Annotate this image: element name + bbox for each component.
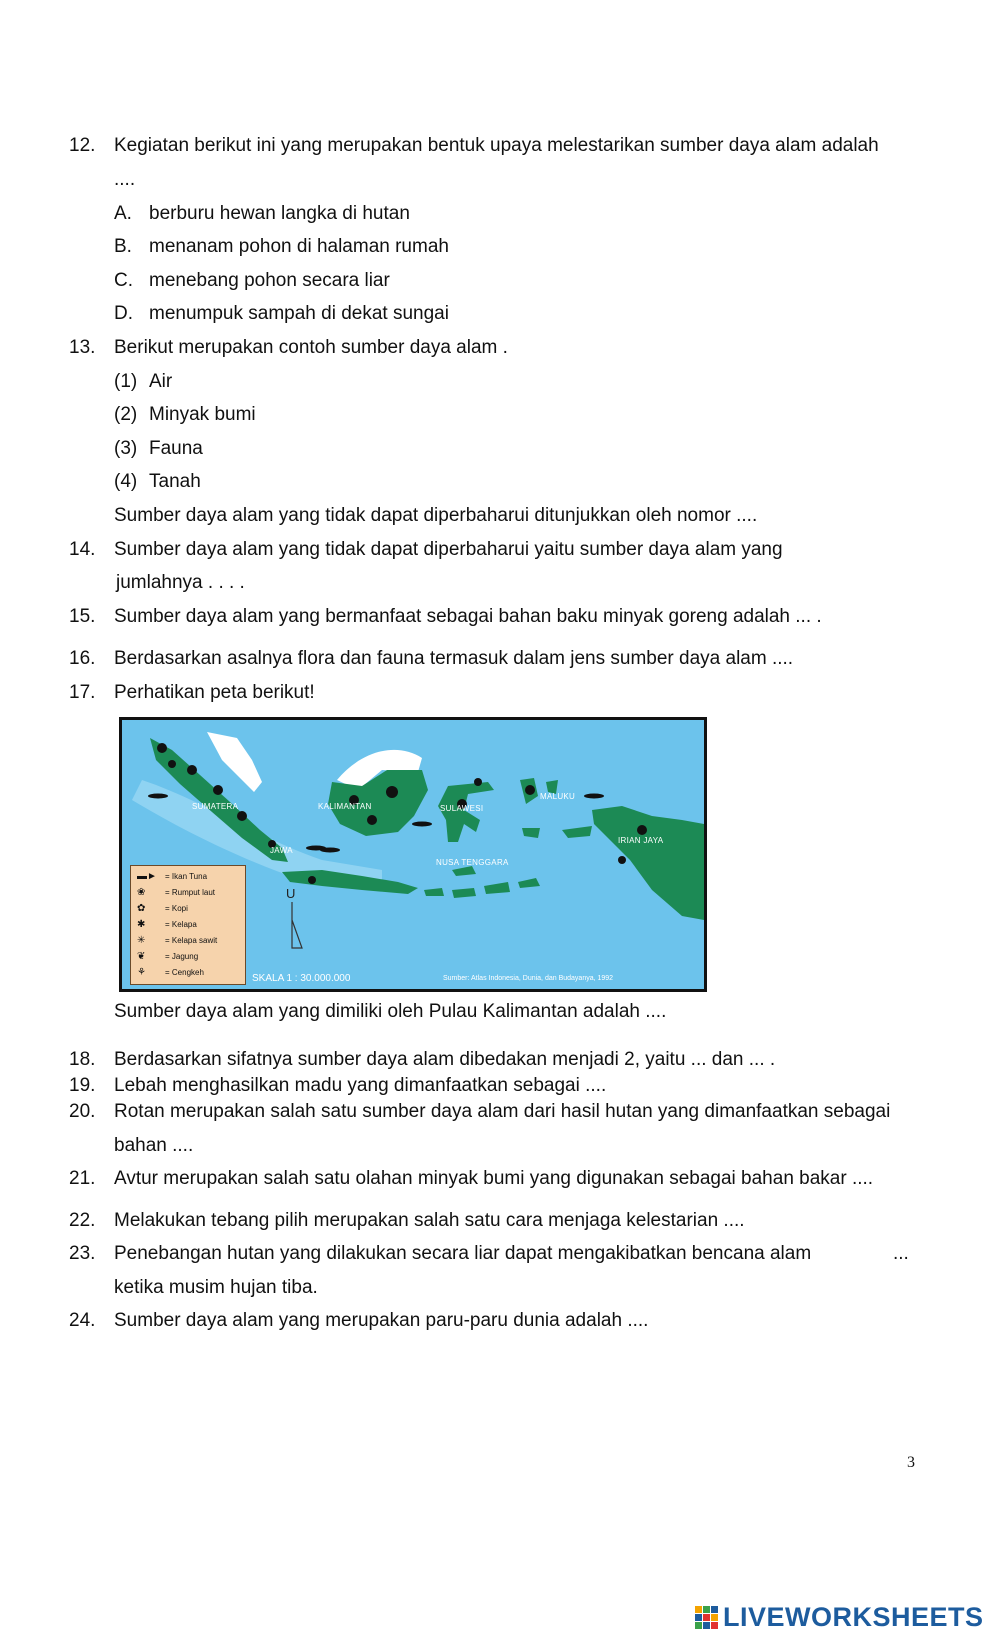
question-number: 18.: [69, 1049, 96, 1070]
question-number: 12.: [69, 135, 96, 156]
compass-north: U: [286, 886, 296, 901]
question-continuation: ketika musim hujan tiba.: [114, 1277, 318, 1298]
clove-icon: ⚘: [137, 967, 146, 978]
question-text: Perhatikan peta berikut!: [114, 682, 315, 703]
question-number: 21.: [69, 1168, 96, 1189]
question-continuation: jumlahnya . . . .: [116, 572, 245, 593]
fish-icon: ▬►: [137, 871, 157, 882]
map-legend: [130, 865, 246, 985]
question-number: 20.: [69, 1101, 96, 1122]
option-c: C. menebang pohon secara liar: [114, 270, 390, 291]
legend-item: ✿ = Kopi: [137, 903, 188, 914]
answer-blank: ...: [893, 1243, 909, 1264]
legend-item: ❀ = Rumput laut: [137, 887, 216, 898]
label-irian-jaya: IRIAN JAYA: [618, 836, 664, 845]
legend-item: ✳ = Kelapa sawit: [137, 935, 218, 946]
label-sumatera: SUMATERA: [192, 802, 239, 811]
list-item: (2) Minyak bumi: [114, 404, 256, 425]
question-text: Kegiatan berikut ini yang merupakan bentuk upaya melestarikan sumber daya alam adalah: [114, 135, 879, 156]
question-text: Penebangan hutan yang dilakukan secara liar dapat mengakibatkan bencana alam: [114, 1243, 812, 1264]
label-nusa-tenggara: NUSA TENGGARA: [436, 858, 509, 867]
question-prompt: Sumber daya alam yang tidak dapat diperbaharui ditunjukkan oleh nomor ....: [114, 505, 758, 526]
question-text: Avtur merupakan salah satu olahan minyak bumi yang digunakan sebagai bahan bakar ....: [114, 1168, 874, 1189]
question-number: 14.: [69, 539, 96, 560]
page-number: 3: [907, 1454, 915, 1471]
question-text: Berikut merupakan contoh sumber daya alam .: [114, 337, 508, 358]
question-prompt: Sumber daya alam yang dimiliki oleh Pulau Kalimantan adalah ....: [114, 1001, 667, 1022]
question-text: Sumber daya alam yang bermanfaat sebagai bahan baku minyak goreng adalah ... .: [114, 606, 822, 627]
question-number: 23.: [69, 1243, 96, 1264]
question-text: Sumber daya alam yang merupakan paru-paru dunia adalah ....: [114, 1310, 649, 1331]
logo-grid-icon: [695, 1606, 719, 1630]
legend-item: ❦ = Jagung: [137, 951, 199, 962]
question-number: 17.: [69, 682, 96, 703]
legend-item: ⚘ = Cengkeh: [137, 967, 204, 978]
legend-item: ▬► = Ikan Tuna: [137, 871, 208, 882]
corn-icon: ❦: [137, 951, 146, 962]
label-sulawesi: SULAWESI: [440, 804, 484, 813]
list-item: (3) Fauna: [114, 438, 203, 459]
question-continuation: bahan ....: [114, 1135, 194, 1156]
question-continuation: ....: [114, 169, 136, 190]
coconut-icon: ✱: [137, 919, 146, 930]
indonesia-resource-map: [119, 717, 707, 992]
map-scale: SKALA 1 : 30.000.000: [252, 973, 351, 984]
label-maluku: MALUKU: [540, 792, 576, 801]
question-number: 19.: [69, 1075, 96, 1096]
question-text: Lebah menghasilkan madu yang dimanfaatkan sebagai ....: [114, 1075, 607, 1096]
question-number: 15.: [69, 606, 96, 627]
option-a: A. berburu hewan langka di hutan: [114, 203, 410, 224]
list-item: (4) Tanah: [114, 471, 201, 492]
question-text: Sumber daya alam yang tidak dapat diperbaharui yaitu sumber daya alam yang: [114, 539, 783, 560]
map-source: Sumber: Atlas Indonesia, Dunia, dan Budayanya, 1992: [443, 975, 614, 982]
question-text: Melakukan tebang pilih merupakan salah satu cara menjaga kelestarian ....: [114, 1210, 745, 1231]
label-jawa: JAWA: [270, 846, 293, 855]
option-d: D. menumpuk sampah di dekat sungai: [114, 303, 449, 324]
label-kalimantan: KALIMANTAN: [318, 802, 372, 811]
coffee-icon: ✿: [137, 903, 146, 914]
logo-text: LIVEWORKSHEETS: [723, 1602, 984, 1632]
question-number: 24.: [69, 1310, 96, 1331]
seaweed-icon: ❀: [137, 887, 146, 898]
question-number: 16.: [69, 648, 96, 669]
question-text: Berdasarkan sifatnya sumber daya alam dibedakan menjadi 2, yaitu ... dan ... .: [114, 1049, 776, 1070]
question-text: Berdasarkan asalnya flora dan fauna termasuk dalam jens sumber daya alam ....: [114, 648, 794, 669]
question-number: 22.: [69, 1210, 96, 1231]
list-item: (1) Air: [114, 371, 173, 392]
palm-oil-icon: ✳: [137, 935, 146, 946]
legend-item: ✱ = Kelapa: [137, 919, 197, 930]
option-b: B. menanam pohon di halaman rumah: [114, 236, 449, 257]
question-text: Rotan merupakan salah satu sumber daya alam dari hasil hutan yang dimanfaatkan sebagai: [114, 1101, 891, 1122]
question-number: 13.: [69, 337, 96, 358]
